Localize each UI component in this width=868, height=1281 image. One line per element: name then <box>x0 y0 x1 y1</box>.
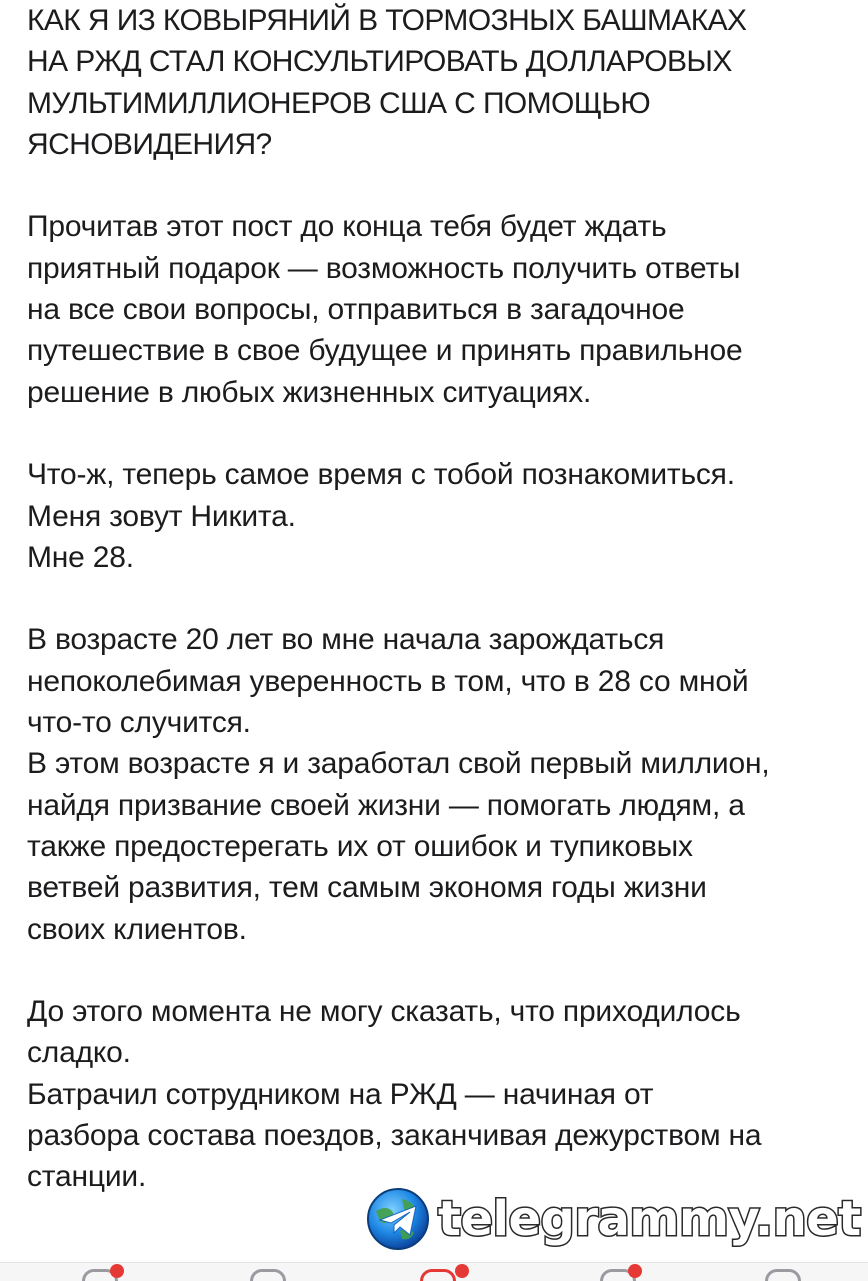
text-line: ветвей развития, тем самым экономя годы жизни <box>27 871 707 905</box>
text-line: До этого момента не могу сказать, что приходилось <box>27 995 741 1029</box>
text-line: Мне 28. <box>27 540 134 574</box>
bottom-tab-bar <box>0 1262 868 1281</box>
text-line: решение в любых жизненных ситуациях. <box>27 375 592 409</box>
tab-icon-2[interactable] <box>250 1269 286 1281</box>
title-line: НА РЖД СТАЛ КОНСУЛЬТИРОВАТЬ ДОЛЛАРОВЫХ <box>27 45 732 79</box>
text-line: В возрасте 20 лет во мне начала зарождаться <box>27 623 665 657</box>
paragraph-2 <box>27 454 857 578</box>
text-line: станции. <box>27 1160 147 1194</box>
tab-icon-5[interactable] <box>765 1269 801 1281</box>
text-line: Меня зовут Никита. <box>27 499 296 533</box>
text-line: непоколебимая уверенность в том, что в 28 со мной <box>27 664 749 698</box>
watermark <box>366 1187 861 1251</box>
text-line: также предостерегать их от ошибок и тупиковых <box>27 829 693 863</box>
text-line: Что-ж, теперь самое время с тобой познакомиться. <box>27 458 735 492</box>
paragraph-3 <box>27 619 857 949</box>
text-line: на все свои вопросы, отправиться в загадочное <box>27 293 685 327</box>
watermark-text: telegrammy.net <box>438 1191 861 1247</box>
title-line: МУЛЬТИМИЛЛИОНЕРОВ США С ПОМОЩЬЮ <box>27 86 651 120</box>
text-line: В этом возрасте я и заработал свой первый миллион, <box>27 747 770 781</box>
post-title <box>27 0 857 165</box>
notification-badge <box>455 1264 469 1278</box>
text-line: разбора состава поездов, заканчивая дежурством на <box>27 1119 762 1153</box>
title-line: ЯСНОВИДЕНИЯ? <box>27 127 272 161</box>
paragraph-4 <box>27 991 857 1197</box>
title-line: КАК Я ИЗ КОВЫРЯНИЙ В ТОРМОЗНЫХ БАШМАКАХ <box>27 4 747 37</box>
text-line: путешествие в свое будущее и принять правильное <box>27 334 743 368</box>
paragraph-1 <box>27 206 857 412</box>
text-line: своих клиентов. <box>27 912 247 946</box>
text-line: найдя призвание своей жизни — помогать людям, а <box>27 788 745 822</box>
tab-icon-3[interactable] <box>420 1269 456 1281</box>
text-line: приятный подарок — возможность получить ответы <box>27 251 741 285</box>
notification-badge <box>628 1264 642 1278</box>
post-body <box>27 0 857 1198</box>
text-line: Прочитав этот пост до конца тебя будет ждать <box>27 210 667 244</box>
notification-badge <box>110 1264 124 1278</box>
text-line: Батрачил сотрудником на РЖД — начиная от <box>27 1077 654 1111</box>
text-line: сладко. <box>27 1036 131 1070</box>
text-line: что-то случится. <box>27 706 251 740</box>
telegram-globe-icon <box>366 1187 430 1251</box>
